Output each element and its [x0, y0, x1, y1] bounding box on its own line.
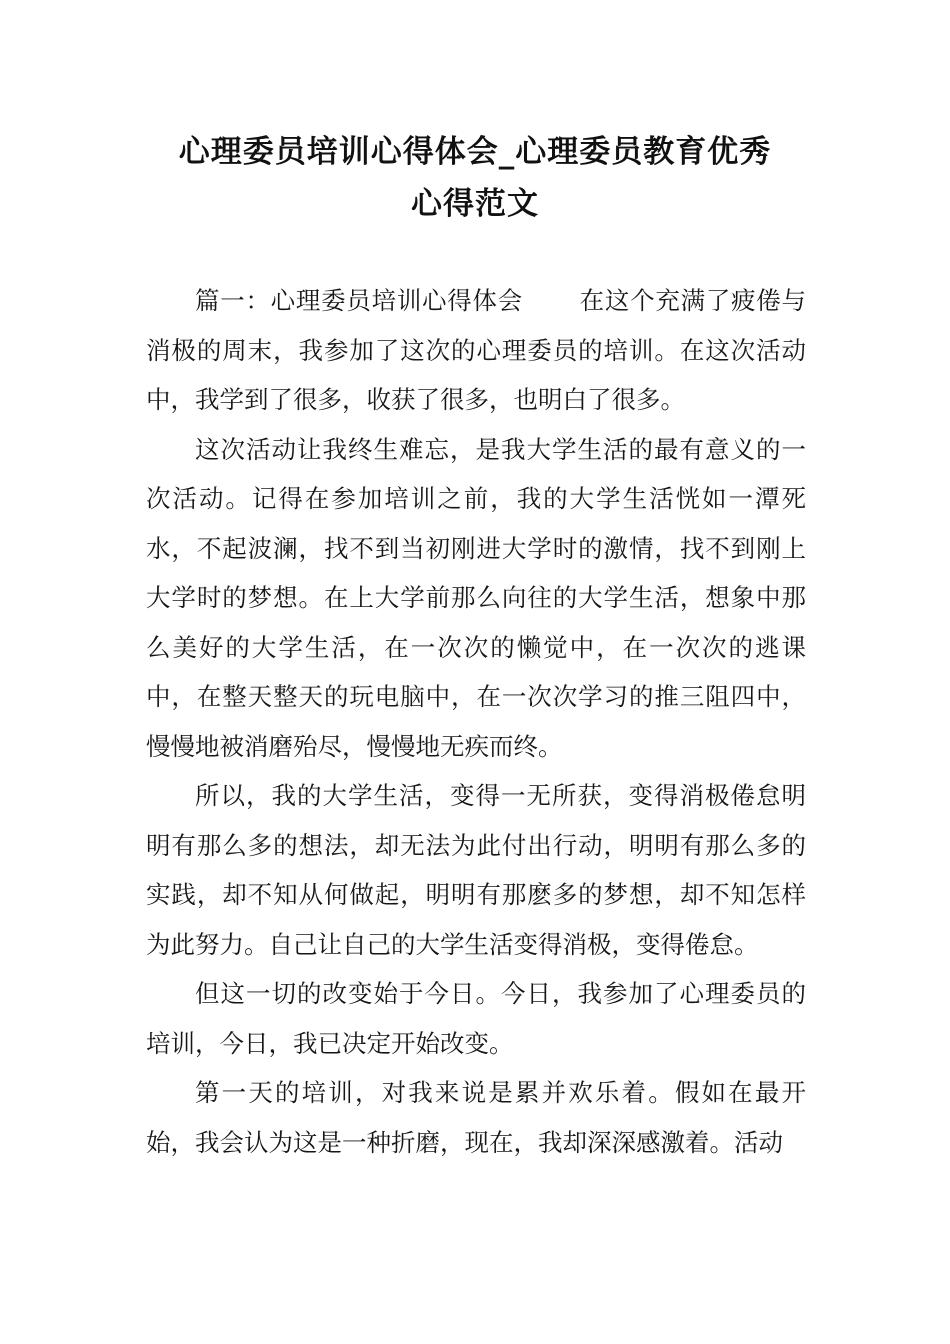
paragraph: 所以，我的大学生活，变得一无所获，变得消极倦怠明明有那么多的想法，却无法为此付出行动，明明有那么多的实践，却不知从何做起，明明有那麽多的梦想，却不知怎样为此努力。自己让自己的大学生活变得消极，变得倦怠。 — [146, 781, 806, 959]
section-heading: 篇一：心理委员培训心得体会 — [195, 286, 523, 315]
paragraph: 第一天的培训，对我来说是累并欢乐着。假如在最开始，我会认为这是一种折磨，现在，我却深深感激着。活动 — [146, 1078, 806, 1157]
paragraph: 这次活动让我终生难忘，是我大学生活的最有意义的一次活动。记得在参加培训之前，我的大学生活恍如一潭死水，不起波澜，找不到当初刚进大学时的激情，找不到刚上大学时的梦想。在上大学前那么向往的大学生活，想象中那么美好的大学生活，在一次次的懒觉中，在一次次的逃课中，在整天整天的玩电脑中，在一次次学习的推三阻四中，慢慢地被消磨殆尽，慢慢地无疾而终。 — [146, 434, 806, 761]
title-line-1: 心理委员培训心得体会_心理委员教育优秀 — [178, 134, 772, 170]
paragraph: 但这一切的改变始于今日。今日，我参加了心理委员的培训，今日，我已决定开始改变。 — [146, 979, 806, 1058]
title-line-2: 心得范文 — [411, 186, 539, 222]
document-body — [146, 276, 806, 1167]
document-title — [140, 126, 810, 230]
paragraph-text: 在这个充满了疲倦与消极的周末，我参加了这次的心理委员的培训。在这次活动中，我学到了很多，收获了很多，也明白了很多。 — [146, 286, 806, 414]
paragraph — [146, 276, 806, 425]
